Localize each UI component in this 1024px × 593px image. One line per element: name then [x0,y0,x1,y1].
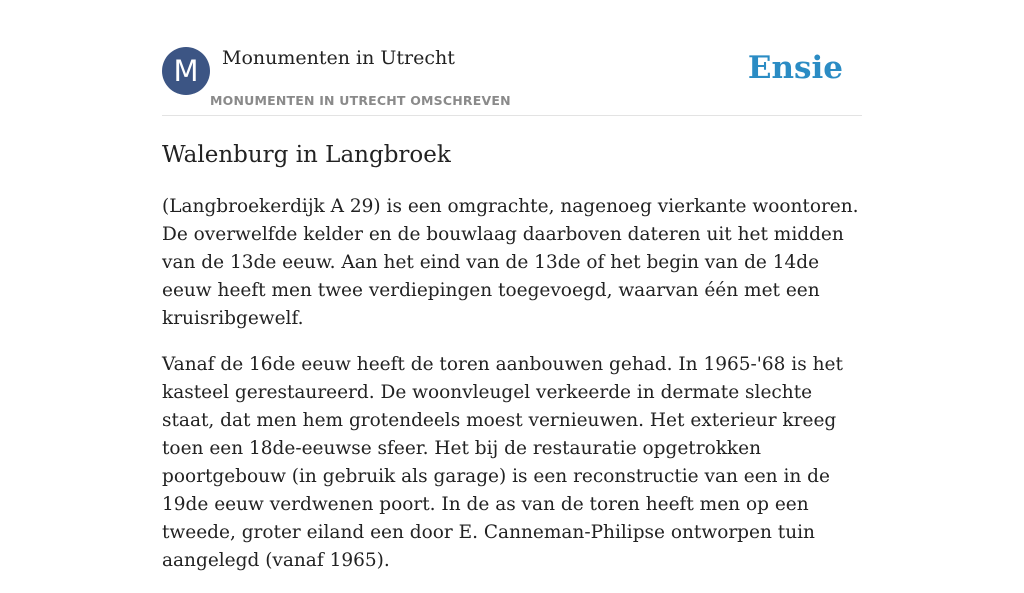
page-header [162,46,862,116]
book-subtitle: MONUMENTEN IN UTRECHT OMSCHREVEN [210,93,511,108]
book-title-link[interactable]: Monumenten in Utrecht [222,47,455,69]
brand-logo-link[interactable]: Ensie [747,50,843,86]
article [162,138,864,593]
article-title: Walenburg in Langbroek [162,142,451,168]
article-paragraph: Vanaf de 16de eeuw heeft de toren aanbouwen gehad. In 1965-'68 is het kasteel gerestaureerd. De woonvleugel verkeerde in dermate slechte staat, dat men hem grotendeels moest vernieuwen. Het exterieur kreeg toen een 18de-eeuwse sfeer. Het bij de restauratie opgetrokken poortgebouw (in gebruik als garage) is een reconstructie van een in de 19de eeuw verdwenen poort. In de as van de toren heeft men op een tweede, groter eiland een door E. Canneman-Philipse ontworpen tuin aangelegd (vanaf 1965). [162,354,843,571]
article-paragraph: (Langbroekerdijk A 29) is een omgrachte, nagenoeg vierkante woontoren. De overwelfde kelder en de bouwlaag daarboven dateren uit het midden van de 13de eeuw. Aan het eind van de 13de of het begin van de 14de eeuw heeft men twee verdiepingen toegevoegd, waarvan één met een kruisribgewelf. [162,196,859,329]
book-avatar[interactable]: M [162,47,210,95]
